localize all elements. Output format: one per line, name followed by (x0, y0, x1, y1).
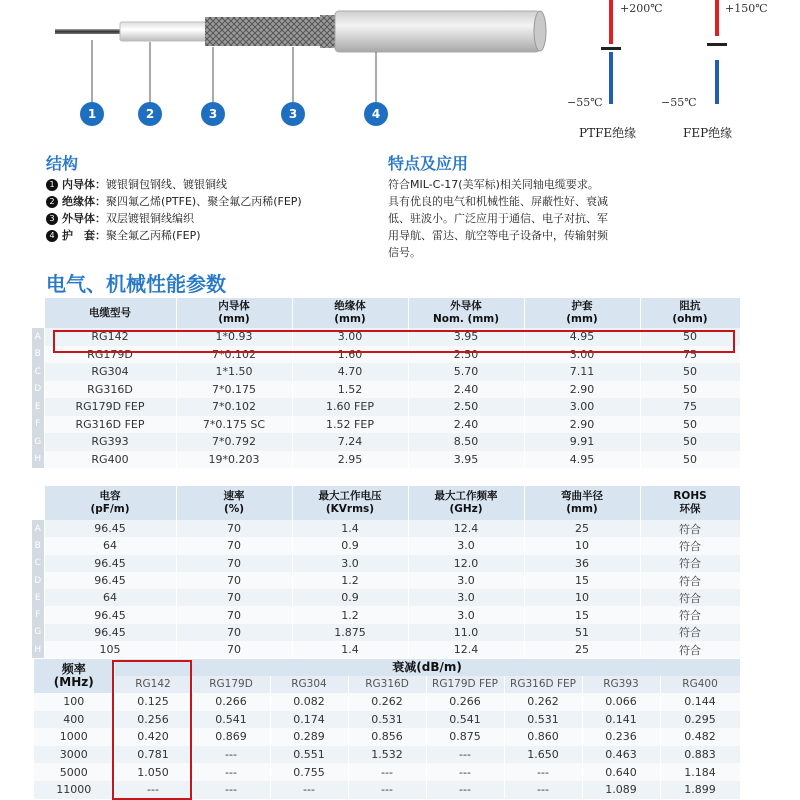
attenuation-cell: --- (426, 781, 504, 799)
table-cell: 75 (640, 346, 740, 364)
frequency-cell: 3000 (34, 746, 114, 764)
table-cell: 50 (640, 416, 740, 434)
attenuation-cell: --- (426, 763, 504, 781)
table-cell: RG304 (44, 363, 176, 381)
structure-item (46, 227, 376, 244)
table-cell: 4.95 (524, 451, 640, 469)
table-cell: 96.45 (44, 606, 176, 623)
table-row (32, 398, 740, 416)
table-cell: 1.2 (292, 606, 408, 623)
table-cell: 11.0 (408, 624, 524, 641)
table-cell: 50 (640, 451, 740, 469)
attenuation-cell: 0.125 (114, 693, 192, 711)
attenuation-cell: 0.869 (192, 728, 270, 746)
structure-list (46, 176, 376, 244)
table-cell: 1.60 (292, 346, 408, 364)
table-cell: 符合 (640, 572, 740, 589)
insulation (120, 22, 210, 41)
row-letter: H (32, 451, 44, 469)
table-cell: 符合 (640, 641, 740, 658)
table-row (32, 589, 740, 606)
table-cell: 70 (176, 537, 292, 554)
jacket (335, 11, 540, 52)
callout-3a: 3 (201, 102, 225, 126)
table-cell: 70 (176, 520, 292, 537)
features-line: 具有优良的电气和机械性能、屏蔽性好、衰减 (388, 195, 608, 208)
header-spacer (32, 298, 44, 328)
attenuation-cell: 0.066 (582, 693, 660, 711)
table-cell: 2.50 (408, 398, 524, 416)
table-cell: 2.40 (408, 381, 524, 399)
row-letter: B (32, 537, 44, 554)
table-cell: 符合 (640, 520, 740, 537)
table-cell: 70 (176, 606, 292, 623)
table-cell: RG316D FEP (44, 416, 176, 434)
table-cell: 64 (44, 589, 176, 606)
attenuation-cell: 0.640 (582, 763, 660, 781)
attenuation-cell: 0.295 (660, 711, 740, 729)
table-cell: 70 (176, 641, 292, 658)
temperature-legend (565, 0, 800, 145)
table-cell: 50 (640, 363, 740, 381)
col-header-insulation: 绝缘体 (mm) (292, 298, 408, 328)
table-cell: 2.90 (524, 416, 640, 434)
structure-term: 内导体： (62, 178, 106, 191)
table-cell: 25 (524, 641, 640, 658)
cable-header: RG316D FEP (504, 676, 582, 693)
col-header-rohs: ROHS 环保 (640, 486, 740, 520)
table-cell: 7*0.102 (176, 346, 292, 364)
table-cell: 4.95 (524, 328, 640, 346)
callout-1: 1 (80, 102, 104, 126)
attenuation-cell: --- (192, 781, 270, 799)
attenuation-cell: 1.532 (348, 746, 426, 764)
table-cell: 7*0.102 (176, 398, 292, 416)
electrical-table (32, 486, 741, 658)
fep-max-temp: +150℃ (725, 2, 768, 15)
table-cell: 96.45 (44, 572, 176, 589)
table-cell: 1.52 (292, 381, 408, 399)
table-cell: 70 (176, 624, 292, 641)
row-letter: E (32, 589, 44, 606)
cable-header: RG304 (270, 676, 348, 693)
attenuation-cell: 0.262 (504, 693, 582, 711)
attenuation-cell: --- (114, 781, 192, 799)
table-cell: 5.70 (408, 363, 524, 381)
attenuation-cell: 0.883 (660, 746, 740, 764)
table-cell: 105 (44, 641, 176, 658)
table-cell: 75 (640, 398, 740, 416)
table-cell: 9.91 (524, 433, 640, 451)
bullet-number: 1 (46, 179, 58, 191)
attenuation-cell: 1.089 (582, 781, 660, 799)
table-cell: 12.0 (408, 555, 524, 572)
table-cell: 3.00 (524, 346, 640, 364)
attenuation-cell: 0.266 (192, 693, 270, 711)
table-row (32, 381, 740, 399)
cable-header: RG179D FEP (426, 676, 504, 693)
structure-desc: 双层镀银铜线编织 (106, 212, 194, 225)
table-cell: 64 (44, 537, 176, 554)
row-letter: C (32, 555, 44, 572)
table-cell: 3.0 (408, 606, 524, 623)
attenuation-cell: 0.236 (582, 728, 660, 746)
structure-term: 外导体： (62, 212, 106, 225)
structure-term: 绝缘体： (62, 195, 106, 208)
table-cell: 10 (524, 537, 640, 554)
table-cell: 3.00 (524, 398, 640, 416)
col-header-attenuation: 衰减(dB/m) (114, 659, 740, 676)
attenuation-cell: 0.860 (504, 728, 582, 746)
row-letter: G (32, 624, 44, 641)
attenuation-cell: 0.463 (582, 746, 660, 764)
table-cell: 1*1.50 (176, 363, 292, 381)
bullet-number: 3 (46, 213, 58, 225)
features-line: 信号。 (388, 246, 421, 259)
structure-desc: 聚全氟乙丙稀(FEP) (106, 229, 201, 242)
col-header-jacket: 护套 (mm) (524, 298, 640, 328)
table-cell: RG179D (44, 346, 176, 364)
table-cell: 1*0.93 (176, 328, 292, 346)
cable-diagram (0, 0, 560, 135)
structure-term: 护 套： (62, 229, 106, 242)
attenuation-cell: 0.420 (114, 728, 192, 746)
table-row (32, 363, 740, 381)
row-letter: G (32, 433, 44, 451)
attenuation-cell: 0.482 (660, 728, 740, 746)
table-row (32, 433, 740, 451)
table-row (32, 520, 740, 537)
table-cell: 2.95 (292, 451, 408, 469)
table-cell: 3.0 (408, 572, 524, 589)
structure-item (46, 193, 376, 210)
attenuation-cell: 0.531 (348, 711, 426, 729)
row-letter: F (32, 416, 44, 434)
attenuation-cell: 1.050 (114, 763, 192, 781)
frequency-cell: 5000 (34, 763, 114, 781)
cable-header: RG142 (114, 676, 192, 693)
row-letter: E (32, 398, 44, 416)
attenuation-cell: 0.541 (192, 711, 270, 729)
features-title: 特点及应用 (388, 154, 469, 173)
col-header-frequency: 最大工作频率 (GHz) (408, 486, 524, 520)
row-letter: D (32, 572, 44, 589)
table-cell: 2.40 (408, 416, 524, 434)
attenuation-cell: 1.650 (504, 746, 582, 764)
col-header-bend: 弯曲半径 (mm) (524, 486, 640, 520)
row-letter: D (32, 381, 44, 399)
frequency-cell: 1000 (34, 728, 114, 746)
table-cell: 96.45 (44, 555, 176, 572)
frequency-cell: 100 (34, 693, 114, 711)
attenuation-cell: 0.256 (114, 711, 192, 729)
table-row (32, 537, 740, 554)
cable-header: RG179D (192, 676, 270, 693)
table-cell: 96.45 (44, 520, 176, 537)
table-cell: 1.4 (292, 520, 408, 537)
ptfe-max-temp: +200℃ (620, 2, 663, 15)
row-letter: B (32, 346, 44, 364)
dimensions-table (32, 298, 741, 468)
cable-header: RG400 (660, 676, 740, 693)
table-cell: 1.875 (292, 624, 408, 641)
row-letter: F (32, 606, 44, 623)
highlight-rg142-row (53, 330, 735, 353)
table-cell: 19*0.203 (176, 451, 292, 469)
table-cell: 7.11 (524, 363, 640, 381)
attenuation-cell: 0.144 (660, 693, 740, 711)
table-cell: 50 (640, 433, 740, 451)
structure-item (46, 176, 376, 193)
attenuation-cell: 0.551 (270, 746, 348, 764)
attenuation-cell: 0.262 (348, 693, 426, 711)
table-cell: 1.2 (292, 572, 408, 589)
attenuation-cell: --- (426, 746, 504, 764)
table-cell: 2.90 (524, 381, 640, 399)
table-header (32, 298, 740, 328)
col-header-freq: 频率 (MHz) (34, 659, 114, 693)
features-text (388, 176, 688, 261)
table-cell: 1.60 FEP (292, 398, 408, 416)
attenuation-cell: 0.141 (582, 711, 660, 729)
bullet-number: 4 (46, 230, 58, 242)
attenuation-cell: --- (348, 781, 426, 799)
table-cell: 3.0 (408, 589, 524, 606)
table-cell: 0.9 (292, 589, 408, 606)
table-cell: 50 (640, 381, 740, 399)
header-spacer (32, 486, 44, 520)
bullet-number: 2 (46, 196, 58, 208)
table-cell: 15 (524, 572, 640, 589)
outer-braid-1 (205, 17, 335, 46)
attenuation-cell: --- (504, 781, 582, 799)
table-cell: 50 (640, 328, 740, 346)
table-cell: 7.24 (292, 433, 408, 451)
table-cell: 3.95 (408, 451, 524, 469)
attenuation-cell: 0.781 (114, 746, 192, 764)
table-row (32, 641, 740, 658)
attenuation-cell: 0.541 (426, 711, 504, 729)
callout-3b: 3 (281, 102, 305, 126)
table-cell: 8.50 (408, 433, 524, 451)
col-header-voltage: 最大工作电压 (KVrms) (292, 486, 408, 520)
attenuation-cell: --- (192, 746, 270, 764)
fep-min-temp: −55℃ (661, 96, 697, 109)
col-header-velocity: 速率 (%) (176, 486, 292, 520)
callout-4: 4 (364, 102, 388, 126)
table-cell: 符合 (640, 606, 740, 623)
table-cell: RG316D (44, 381, 176, 399)
features-line: 符合MIL-C-17(美军标)相关同轴电缆要求。 (388, 178, 599, 191)
table-cell: 70 (176, 589, 292, 606)
table-cell: 符合 (640, 589, 740, 606)
table-cell: 70 (176, 572, 292, 589)
fep-caption: FEP绝缘 (683, 126, 733, 140)
row-letter: C (32, 363, 44, 381)
table-cell: RG400 (44, 451, 176, 469)
table-cell: 7*0.792 (176, 433, 292, 451)
callout-2: 2 (138, 102, 162, 126)
attenuation-cell: 1.184 (660, 763, 740, 781)
table-cell: 4.70 (292, 363, 408, 381)
table-cell: 2.50 (408, 346, 524, 364)
features-line: 低、驻波小。广泛应用于通信、电子对抗、军 (388, 212, 608, 225)
attenuation-cell: --- (192, 763, 270, 781)
cable-header: RG393 (582, 676, 660, 693)
table-cell: 3.95 (408, 328, 524, 346)
table-cell: 7*0.175 (176, 381, 292, 399)
table-cell: RG393 (44, 433, 176, 451)
table-cell: 3.0 (292, 555, 408, 572)
params-title: 电气、机械性能参数 (46, 272, 226, 296)
row-letter: A (32, 520, 44, 537)
attenuation-cell: 0.174 (270, 711, 348, 729)
attenuation-cell: --- (270, 781, 348, 799)
table-cell: 12.4 (408, 641, 524, 658)
attenuation-cell: --- (348, 763, 426, 781)
structure-item (46, 210, 376, 227)
attenuation-cell: --- (504, 763, 582, 781)
table-cell: 1.4 (292, 641, 408, 658)
table-header (32, 486, 740, 520)
table-row (32, 416, 740, 434)
table-cell: 70 (176, 555, 292, 572)
attenuation-cell: 0.875 (426, 728, 504, 746)
table-row (32, 555, 740, 572)
table-cell: 符合 (640, 537, 740, 554)
ptfe-caption: PTFE绝缘 (579, 126, 637, 140)
attenuation-cell: 0.289 (270, 728, 348, 746)
table-row (32, 572, 740, 589)
structure-title: 结构 (46, 154, 79, 173)
col-header-inner: 内导体 (mm) (176, 298, 292, 328)
attenuation-cell: 0.531 (504, 711, 582, 729)
table-cell: 10 (524, 589, 640, 606)
table-row (32, 451, 740, 469)
structure-desc: 镀银铜包钢线、镀银铜线 (106, 178, 227, 191)
col-header-impedance: 阻抗 (ohm) (640, 298, 740, 328)
attenuation-cell: 0.082 (270, 693, 348, 711)
highlight-rg142-column (112, 660, 192, 800)
attenuation-cell: 0.856 (348, 728, 426, 746)
table-cell: 51 (524, 624, 640, 641)
table-row (32, 624, 740, 641)
row-letter: A (32, 328, 44, 346)
frequency-cell: 11000 (34, 781, 114, 799)
table-cell: 3.00 (292, 328, 408, 346)
table-cell: 3.0 (408, 537, 524, 554)
features-line: 用导航、雷达、航空等电子设备中，传输射频 (388, 229, 608, 242)
table-cell: 96.45 (44, 624, 176, 641)
inner-conductor (55, 29, 125, 34)
table-cell: 36 (524, 555, 640, 572)
structure-desc: 聚四氟乙烯(PTFE)、聚全氟乙丙稀(FEP) (106, 195, 302, 208)
cable-header: RG316D (348, 676, 426, 693)
table-cell: 符合 (640, 555, 740, 572)
table-cell: 15 (524, 606, 640, 623)
table-cell: RG179D FEP (44, 398, 176, 416)
col-header-capacitance: 电容 (pF/m) (44, 486, 176, 520)
attenuation-cell: 0.266 (426, 693, 504, 711)
table-cell: 1.52 FEP (292, 416, 408, 434)
table-cell: RG142 (44, 328, 176, 346)
frequency-cell: 400 (34, 711, 114, 729)
table-cell: 7*0.175 SC (176, 416, 292, 434)
table-cell: 25 (524, 520, 640, 537)
col-header-outer: 外导体 Nom. (mm) (408, 298, 524, 328)
row-letter: H (32, 641, 44, 658)
col-header-model: 电缆型号 (44, 298, 176, 328)
table-cell: 0.9 (292, 537, 408, 554)
attenuation-cell: 0.755 (270, 763, 348, 781)
attenuation-cell: 1.899 (660, 781, 740, 799)
ptfe-min-temp: −55℃ (567, 96, 603, 109)
table-cell: 符合 (640, 624, 740, 641)
table-cell: 12.4 (408, 520, 524, 537)
table-row (32, 606, 740, 623)
